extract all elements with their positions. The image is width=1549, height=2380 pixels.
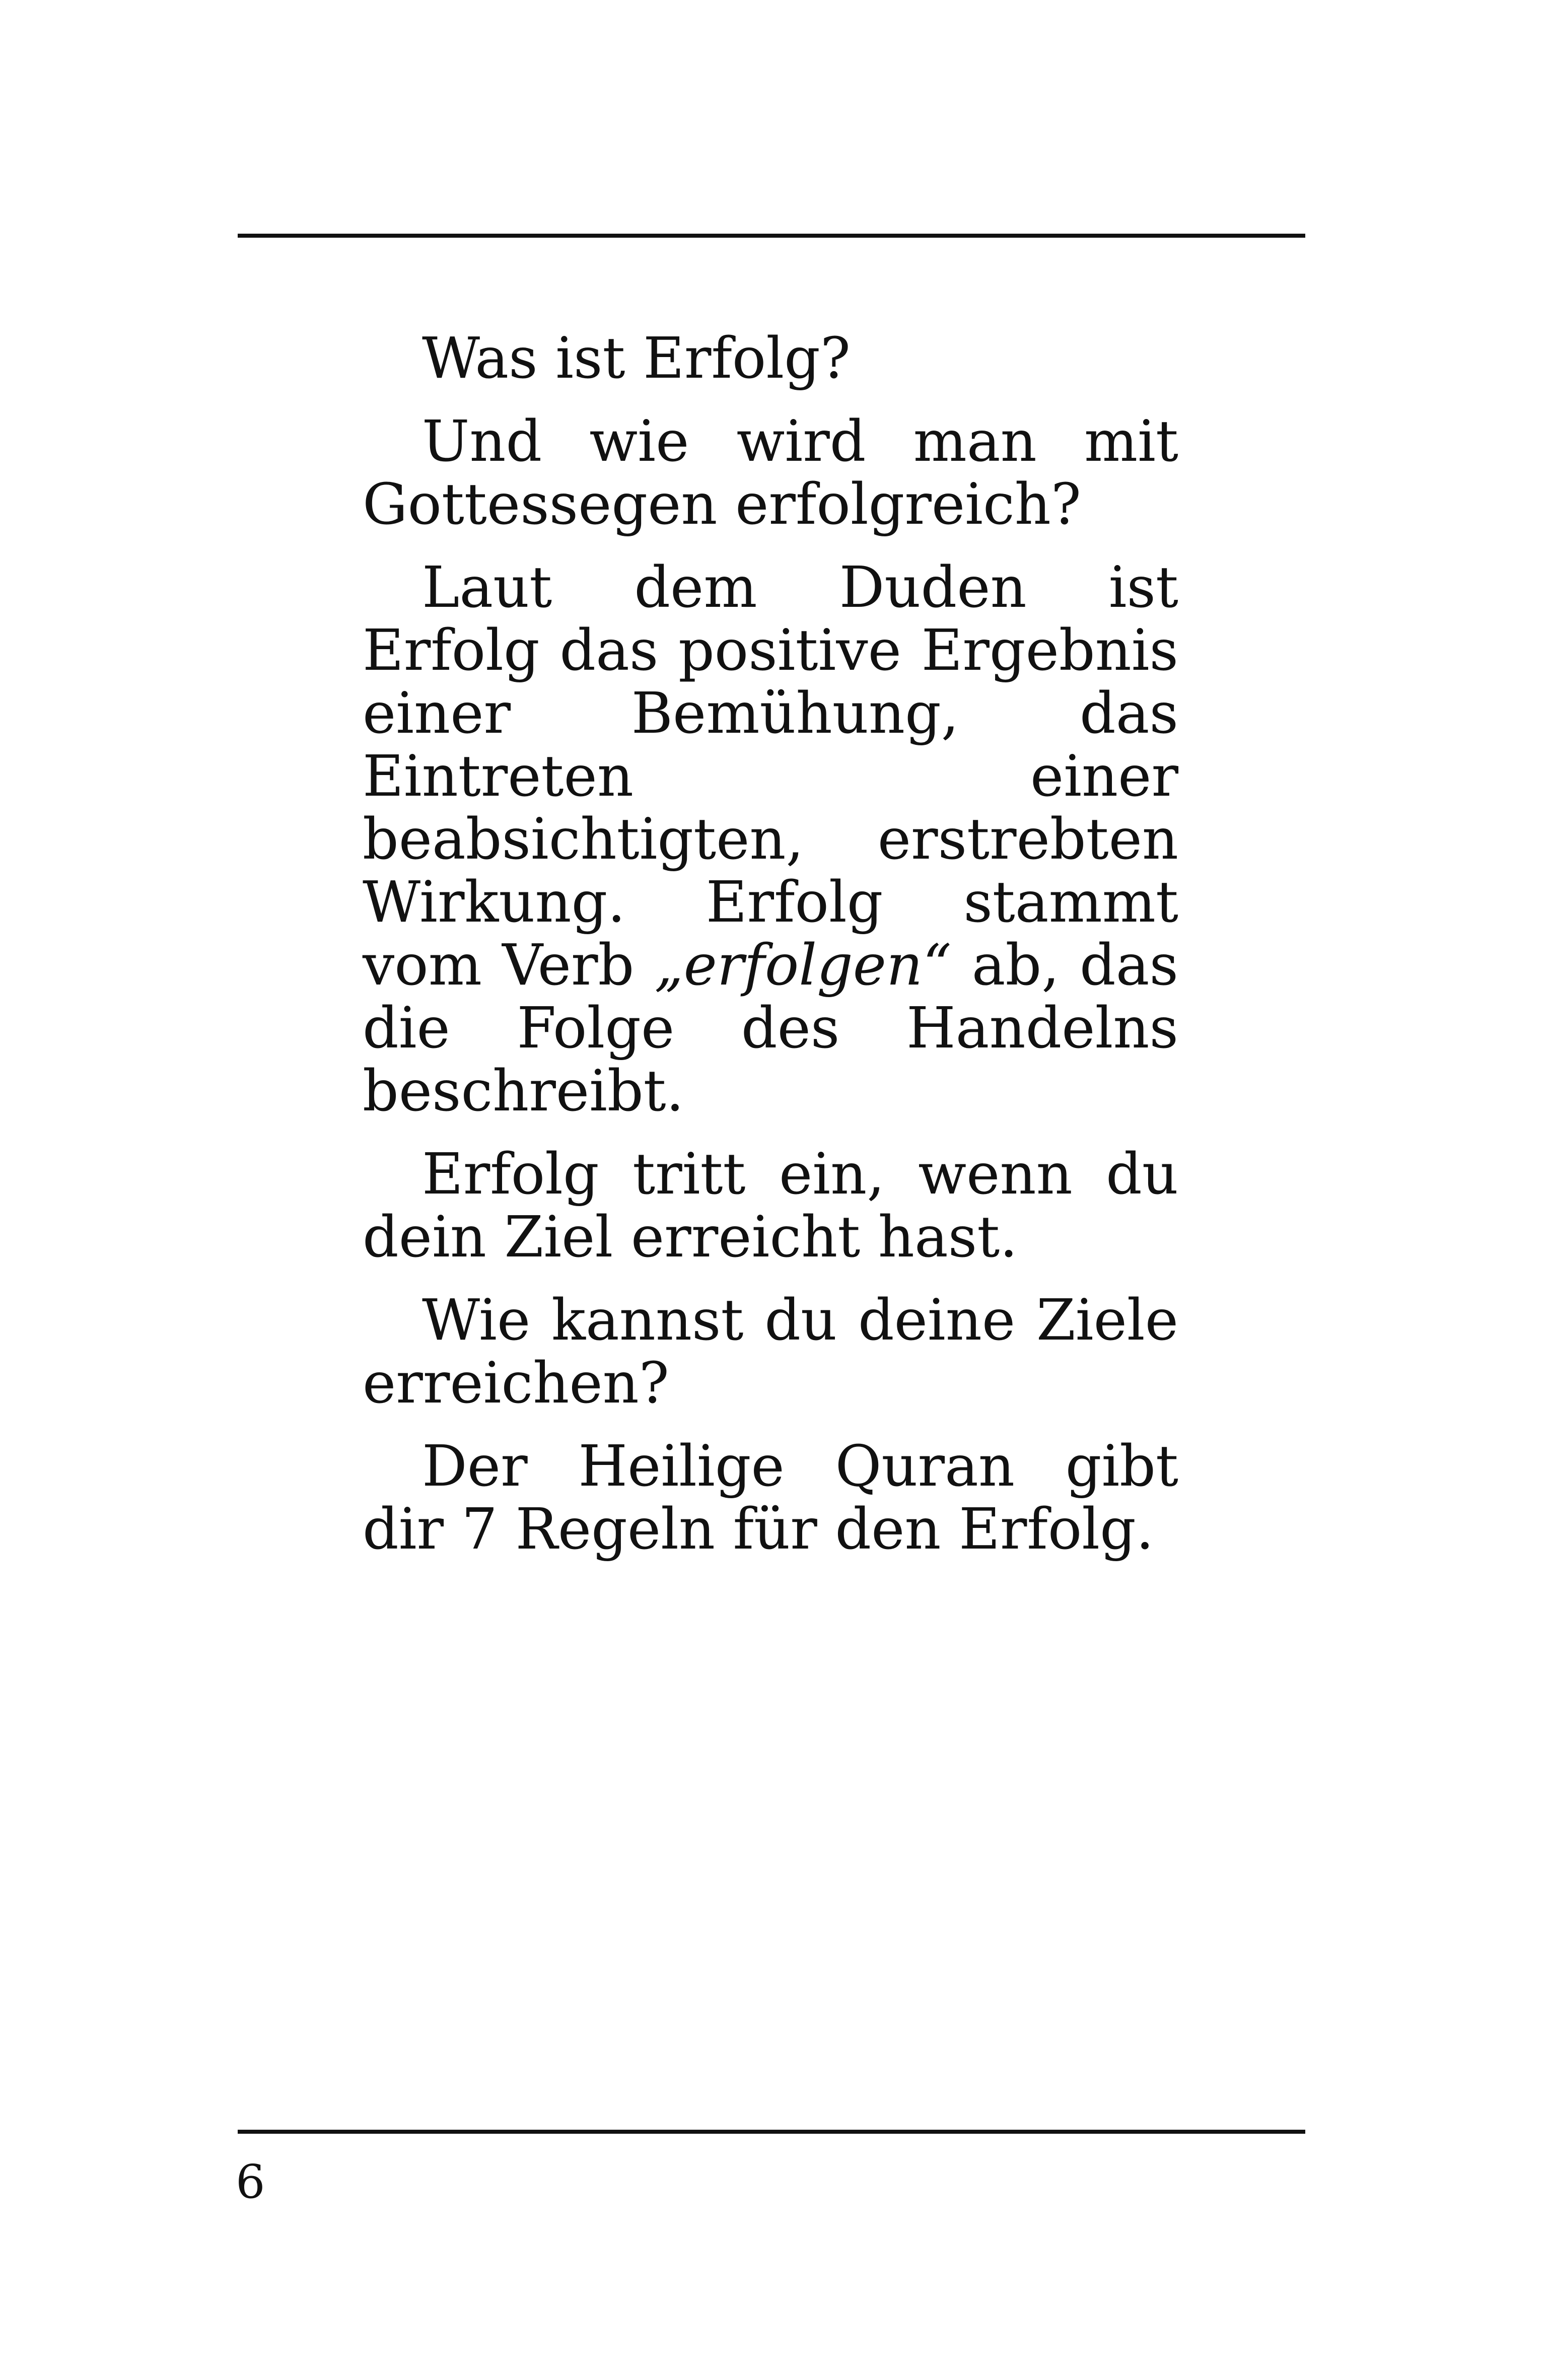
duden-text-end: ab, das die Folge des Handelns beschreibt.: [363, 933, 1178, 1124]
top-rule: [238, 234, 1305, 238]
paragraph-quran-rules: Der Heilige Quran gibt dir 7 Regeln für den Erfolg.: [363, 1434, 1178, 1562]
paragraph-duden-definition: [363, 556, 1178, 1123]
page-number: 6: [236, 2155, 265, 2209]
emphasized-verb: „erfolgen“: [654, 933, 952, 998]
bottom-rule: [238, 2130, 1305, 2134]
page-body: [363, 327, 1178, 1581]
duden-text-start: Laut dem Duden ist Erfolg das positive Ergebnis einer Bemühung, das Eintreten einer beabsichtigten, erstrebten Wirkung. Erfolg stammt vom Verb: [363, 555, 1178, 998]
paragraph-question-success: Was ist Erfolg?: [422, 326, 851, 391]
paragraph-goal-reached: Erfolg tritt ein, wenn du dein Ziel erreicht hast.: [363, 1142, 1178, 1270]
paragraph-question-blessing: Und wie wird man mit Gottessegen erfolgreich?: [363, 409, 1178, 537]
paragraph-how-reach-goals: Wie kannst du deine Ziele erreichen?: [363, 1288, 1178, 1416]
